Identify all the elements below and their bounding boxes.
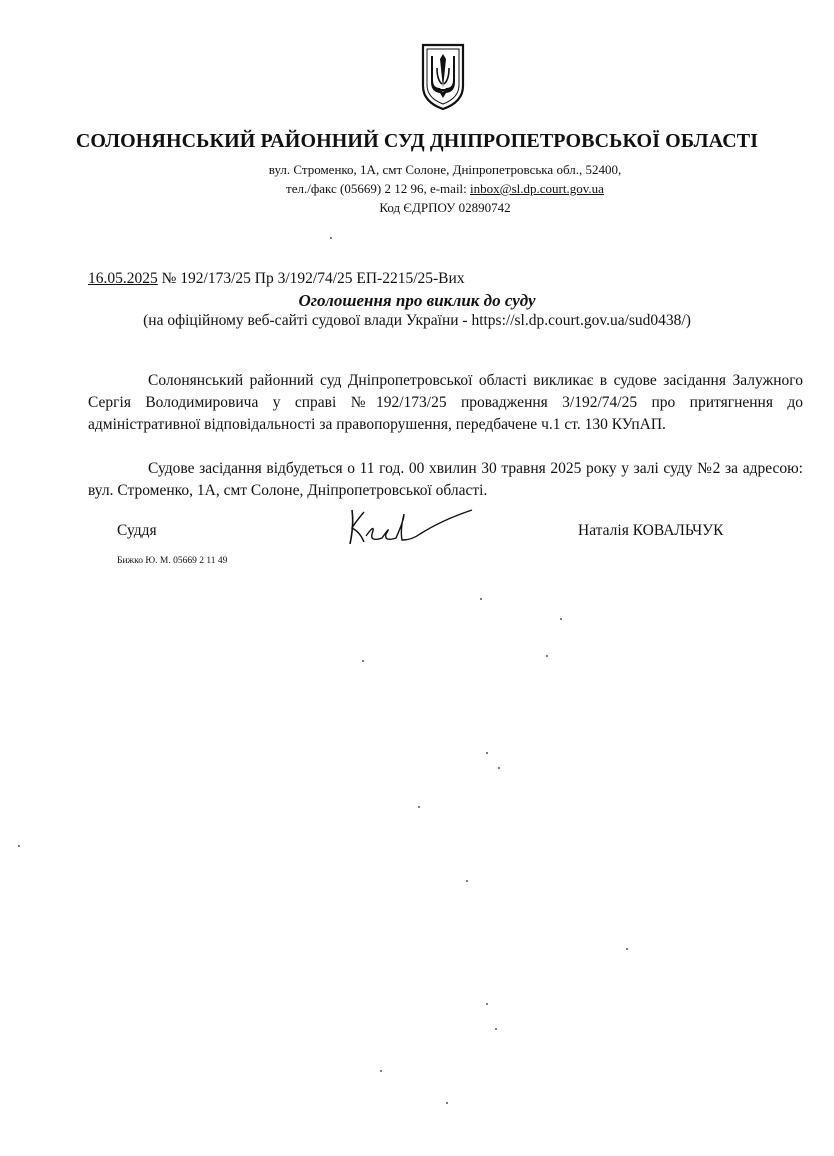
scan-speck [560,618,562,620]
scan-speck [480,598,482,600]
outgoing-reference [88,270,465,288]
scan-speck [546,655,548,657]
handwritten-signature-icon [342,500,482,552]
court-contacts [28,181,834,197]
scan-speck [18,845,20,847]
phone-fax: тел./факс (05669) 2 12 96, e-mail: [286,181,471,196]
reference-date: 16.05.2025 [88,270,158,287]
scan-speck [380,1070,382,1072]
judge-name: Наталія КОВАЛЬЧУК [578,522,724,539]
scan-speck [362,660,364,662]
judge-label: Суддя [117,522,157,539]
scan-speck [418,806,420,808]
notice-title: Оголошення про виклик до суду [298,291,536,310]
ukraine-trident-emblem-icon [420,42,466,112]
edrpou-code: Код ЄДРПОУ 02890742 [379,200,511,215]
scan-speck [626,948,628,950]
scan-speck [495,1028,497,1030]
court-address: вул. Строменко, 1А, смт Солоне, Дніпропетровська обл., 52400, [268,162,622,177]
scan-speck [330,237,332,239]
notice-subtitle: (на офіційному веб-сайті судової влади України - https://sl.dp.court.gov.ua/sud0438/) [143,312,691,329]
hearing-details-paragraph: Судове засідання відбудеться о 11 год. 00 хвилин 30 травня 2025 року у залі суду №2 за адресою: вул. Строменко, 1А, смт Солоне, Дніпропетровської області. [88,460,803,499]
court-name: СОЛОНЯНСЬКИЙ РАЙОННИЙ СУД ДНІПРОПЕТРОВСЬКОЇ ОБЛАСТІ [75,130,759,152]
scan-speck [446,1102,448,1104]
executor-contact: Бижко Ю. М. 05669 2 11 49 [117,556,228,566]
scan-speck [486,1003,488,1005]
scan-speck [486,752,488,754]
reference-numbers: № 192/173/25 Пр 3/192/74/25 ЕП-2215/25-Вих [157,270,465,287]
scan-speck [466,880,468,882]
scan-speck [498,767,500,769]
summons-paragraph: Солонянський районний суд Дніпропетровської області викликає в судове засідання Залужного Сергія Володимировича у справі №192/173/25 провадження 3/192/74/25 про притягнення до адміністративної відповідальності за правопорушення, передбачене ч.1 ст. 130 КУпАП. [88,372,803,433]
email-link[interactable]: inbox@sl.dp.court.gov.ua [470,181,604,196]
